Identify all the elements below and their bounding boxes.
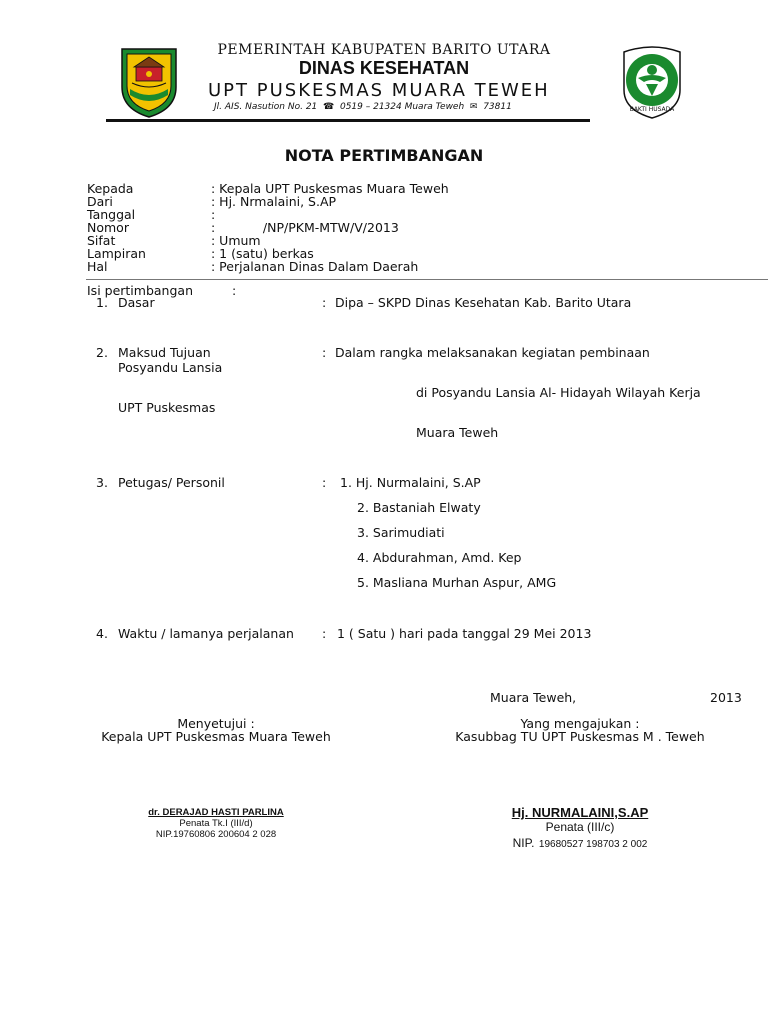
document-title: NOTA PERTIMBANGAN xyxy=(284,146,484,165)
meta-divider xyxy=(86,279,768,280)
bakti-husada-logo xyxy=(616,42,688,120)
item-1-label: Dasar xyxy=(118,295,155,310)
signing-place: Muara Teweh, xyxy=(490,690,577,705)
meta-value-lampiran: : 1 (satu) berkas xyxy=(211,246,314,261)
applicant-caption: Yang mengajukan : xyxy=(520,716,640,731)
item-1-number: 1. xyxy=(96,295,108,310)
bakti-husada-logo-text: BAKTI HUSADA xyxy=(629,106,675,113)
isi-colon: : xyxy=(232,283,237,298)
approver-nip: NIP.19760806 200604 2 028 xyxy=(155,829,277,840)
item-1-colon: : xyxy=(322,295,327,310)
meta-label-kepada: Kepada xyxy=(87,181,134,196)
item-2-line2: Posyandu Lansia xyxy=(118,360,223,375)
phone-icon: ☎ xyxy=(320,102,338,112)
item-3-number: 3. xyxy=(96,475,108,490)
address-postal: 73811 xyxy=(483,102,512,112)
header-rule xyxy=(106,119,590,122)
applicant-name: Hj. NURMALAINI,S.AP xyxy=(511,805,649,820)
meta-label-sifat: Sifat xyxy=(87,233,116,248)
header-address xyxy=(214,102,512,112)
approver-caption: Menyetujui : xyxy=(177,716,255,731)
item-2-value-line5: Muara Teweh xyxy=(416,425,499,440)
header-agency-line: DINAS KESEHATAN xyxy=(298,58,470,78)
meta-value-kepada: : Kepala UPT Puskesmas Muara Teweh xyxy=(211,181,449,196)
item-4-number: 4. xyxy=(96,626,108,641)
item-2-number: 2. xyxy=(96,345,108,360)
meta-value-dari: : Hj. Nrmalaini, S.AP xyxy=(211,194,337,209)
item-2-label: Maksud Tujuan xyxy=(118,345,211,360)
item-3-label: Petugas/ Personil xyxy=(118,475,225,490)
item-1-value: Dipa – SKPD Dinas Kesehatan Kab. Barito Utara xyxy=(335,295,632,310)
isi-label: Isi pertimbangan xyxy=(87,283,193,298)
item-2-value-line3: di Posyandu Lansia Al- Hidayah Wilayah Kerja xyxy=(416,385,701,400)
item-2-line4: UPT Puskesmas xyxy=(118,400,216,415)
meta-value-sifat: : Umum xyxy=(211,233,261,248)
approver-title: Kepala UPT Puskesmas Muara Teweh xyxy=(101,729,331,744)
item-2-value-line1: Dalam rangka melaksanakan kegiatan pembinaan xyxy=(335,345,650,360)
item-2-colon: : xyxy=(322,345,327,360)
header-government-line: PEMERINTAH KABUPATEN BARITO UTARA xyxy=(217,42,551,58)
signing-year: 2013 xyxy=(710,690,742,705)
item-4-label: Waktu / lamanya perjalanan xyxy=(118,626,294,641)
meta-label-dari: Dari xyxy=(87,194,113,209)
mail-icon: ✉ xyxy=(467,102,481,112)
item-4-colon: : xyxy=(322,626,327,641)
meta-value-hal: : Perjalanan Dinas Dalam Daerah xyxy=(211,259,419,274)
meta-label-nomor: Nomor xyxy=(87,220,129,235)
meta-label-tanggal: Tanggal xyxy=(87,207,136,222)
applicant-rank: Penata (III/c) xyxy=(545,820,615,834)
meta-value-tanggal: : xyxy=(211,207,216,222)
personnel-item: 3. Sarimudiati xyxy=(357,525,445,540)
address-street: Jl. AIS. Nasution No. 21 xyxy=(214,102,318,112)
applicant-nip-value: 19680527 198703 2 002 xyxy=(538,839,648,850)
approver-rank: Penata Tk.I (III/d) xyxy=(179,818,253,829)
approver-name: dr. DERAJAD HASTI PARLINA xyxy=(148,807,284,818)
meta-value-nomor: : /NP/PKM-MTW/V/2013 xyxy=(211,220,399,235)
personnel-item: 4. Abdurahman, Amd. Kep xyxy=(357,550,522,565)
item-3-colon: : xyxy=(322,475,327,490)
personnel-item: 5. Masliana Murhan Aspur, AMG xyxy=(357,575,557,590)
meta-label-lampiran: Lampiran xyxy=(87,246,146,261)
personnel-item: 2. Bastaniah Elwaty xyxy=(357,500,481,515)
applicant-nip-label: NIP. xyxy=(512,836,535,850)
personnel-item: 1. Hj. Nurmalaini, S.AP xyxy=(340,475,481,490)
meta-label-hal: Hal xyxy=(87,259,108,274)
applicant-nip xyxy=(440,834,720,852)
item-4-value: 1 ( Satu ) hari pada tanggal 29 Mei 2013 xyxy=(337,626,592,641)
applicant-title: Kasubbag TU UPT Puskesmas M . Teweh xyxy=(455,729,705,744)
header-unit-line: UPT PUSKESMAS MUARA TEWEH xyxy=(208,80,550,101)
address-phone: 0519 – 21324 Muara Teweh xyxy=(339,102,465,112)
